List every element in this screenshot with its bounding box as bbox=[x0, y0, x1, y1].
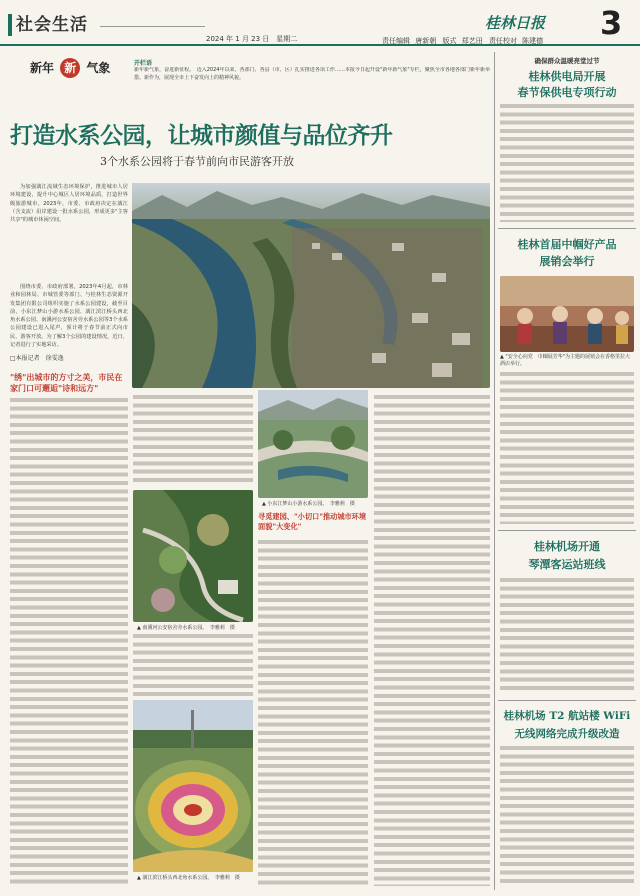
body-text-column-2b bbox=[133, 634, 253, 696]
story3-headline-1: 桂林机场开通 bbox=[534, 540, 600, 553]
brand-seal: 新 bbox=[60, 58, 80, 78]
lead-text-2: 围绕市委、市政府部署，2023年4月起，市林业和园林局、市城管委等部门、与桂林生态资源开发集团有限公司组织实施了水系公园建设，截至目前，小东江梦山小游水系公园、漓江滨江桥头西北角水系公园、南溪河公安宿舍旁水系公园等3个水系公园建设已进入尾声，预计将于春节前正式向市民、游客开放。为了解3个公园的建设情况，近日，记者进行了实地采访。 bbox=[10, 284, 128, 349]
caption-photo-1: ▲ 小东江梦山小游水系公园。 李雅莉 摄 bbox=[262, 501, 355, 507]
editor-credit bbox=[382, 36, 543, 46]
column-tag: 开栏语 bbox=[134, 60, 153, 67]
brand-right: 气象 bbox=[86, 61, 111, 75]
story1-headline-1: 桂林供电局开展 bbox=[528, 70, 606, 83]
body-text-column-4 bbox=[374, 395, 490, 886]
fair-image bbox=[500, 276, 634, 352]
column-divider bbox=[494, 52, 495, 890]
story2-headline-2: 展销会举行 bbox=[539, 255, 595, 268]
aerial-river-image bbox=[132, 183, 490, 388]
section-title: 社会生活 bbox=[16, 15, 88, 35]
column-intro: 新年新气象，奋进新征程。 迈入2024年以来，各部门、各县（市、区）扎实推进各项工作……本报今日起开设"新年新气象"专栏，聚焦全市各地各部门新年新举措、新作为，展现全市上下奋发向上的精神风貌。 bbox=[134, 67, 490, 81]
caption-photo-2: ▲ 南溪河公安宿舍旁水系公园。 李雅莉 摄 bbox=[137, 625, 235, 631]
lead-text-1: 为加强漓江流域生态环境保护，推进城市人居环境建设，提升中心城区人居环境品质，打造世界级旅游城市，2023年，市委、市政府决定在漓江（含支流）沿岸建设一批水系公园，形成更多"主客共享"的城市休闲空间。 bbox=[10, 184, 128, 224]
story3-body bbox=[500, 578, 634, 694]
park-image-2 bbox=[133, 490, 253, 622]
divider-1 bbox=[498, 228, 636, 229]
lead-paragraph bbox=[10, 183, 128, 283]
column-brand bbox=[30, 58, 110, 78]
byline: □本报记者 徐雯逸 bbox=[10, 355, 64, 362]
story1-body bbox=[500, 104, 634, 222]
section-rule bbox=[100, 26, 205, 27]
story4-body bbox=[500, 746, 634, 886]
story1-kicker: 确保群众温暖亮堂过节 bbox=[534, 57, 600, 65]
editor-name: 唐新朝 bbox=[415, 37, 437, 45]
subheading-1: "绣"出城市的方寸之美，市民在家门口可邂逅"诗和远方" bbox=[10, 372, 123, 393]
divider-2 bbox=[498, 530, 636, 531]
fair-photo bbox=[500, 276, 634, 352]
park-image-3 bbox=[133, 700, 253, 872]
main-headline: 打造水系公园，让城市颜值与品位齐升 bbox=[10, 122, 393, 149]
section-marker bbox=[8, 14, 12, 36]
designer-name: 郑艺田 bbox=[461, 37, 483, 45]
xiaodongjiang-photo bbox=[258, 390, 368, 498]
caption-photo-3: ▲ 漓江滨江桥头西北角水系公园。 李雅莉 摄 bbox=[137, 875, 240, 881]
divider-3 bbox=[498, 700, 636, 701]
page-number: 3 bbox=[600, 4, 623, 42]
binjiang-photo bbox=[133, 700, 253, 872]
page-header bbox=[0, 0, 640, 46]
story4-headline-1: 桂林机场 T2 航站楼 WiFi bbox=[503, 710, 631, 722]
story1-headline-2: 春节保供电专项行动 bbox=[517, 86, 617, 99]
proof-label: 责任校对 bbox=[488, 37, 517, 45]
story2-headline-1: 桂林首届中帼好产品 bbox=[517, 238, 617, 251]
issue-date: 2024 年 1 月 23 日 星期二 bbox=[206, 35, 298, 43]
body-text-column-3 bbox=[258, 540, 368, 886]
story4-headline-2: 无线网络完成升级改造 bbox=[514, 728, 620, 740]
newspaper-name: 桂林日报 bbox=[485, 14, 546, 32]
story2-body bbox=[500, 372, 634, 524]
brand-left: 新年 bbox=[30, 61, 55, 75]
park-image-1 bbox=[258, 390, 368, 498]
story3-headline-2: 琴潭客运站班线 bbox=[528, 558, 606, 571]
subheading-2: 寻觅建园、"小切口"推动城市环境面貌"大变化" bbox=[258, 512, 367, 531]
main-subhead: 3个水系公园将于春节前向市民游客开放 bbox=[100, 155, 294, 168]
proof-name: 陈建德 bbox=[522, 37, 544, 45]
body-text-column-2a bbox=[133, 395, 253, 485]
editor-label: 责任编辑 bbox=[382, 37, 410, 45]
designer-label: 版式 bbox=[442, 37, 457, 45]
nanxihe-photo bbox=[133, 490, 253, 622]
body-text-column-1 bbox=[10, 398, 128, 886]
caption-fair: ▲ "安全心向党 巾帼展芳华"为主题的展销会在香格里拉大酒店举行。 bbox=[500, 354, 631, 367]
aerial-photo bbox=[132, 183, 490, 388]
